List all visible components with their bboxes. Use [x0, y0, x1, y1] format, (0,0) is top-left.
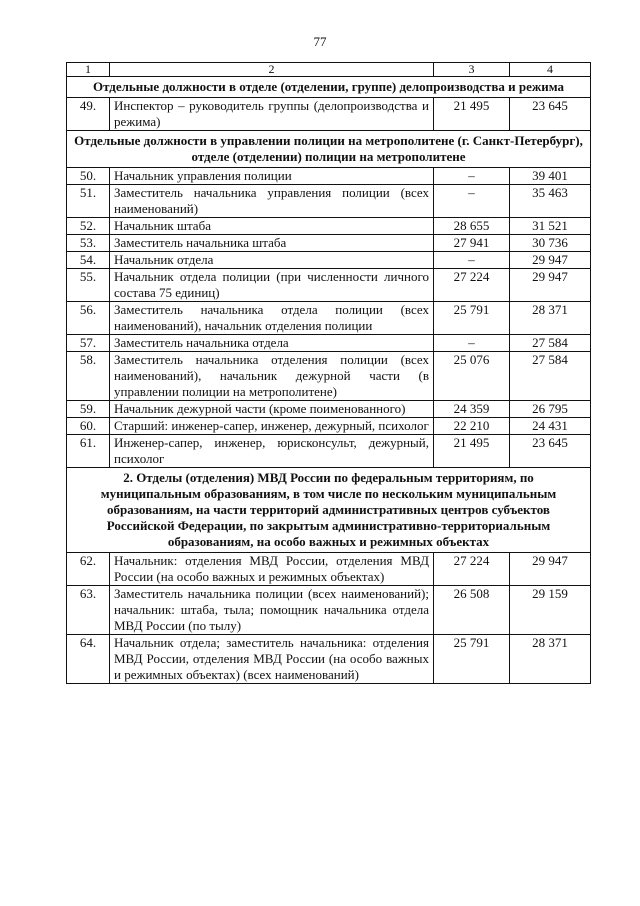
row-number: 56. [67, 302, 110, 335]
salary-col4: 29 159 [510, 586, 591, 635]
row-number: 59. [67, 401, 110, 418]
position-name: Начальник: отделения МВД России, отделения МВД России (на особо важных и режимных объектах) [110, 553, 434, 586]
section-header-row [67, 468, 591, 553]
position-name: Начальник отдела; заместитель начальника: отделения МВД России, отделения МВД России (на особо важных и режимных объектах) (всех наименований) [110, 635, 434, 684]
position-name: Инженер-сапер, инженер, юрисконсульт, дежурный, психолог [110, 435, 434, 468]
salary-col3: – [434, 335, 510, 352]
position-name: Старший: инженер-сапер, инженер, дежурный, психолог [110, 418, 434, 435]
row-number: 51. [67, 185, 110, 218]
position-name: Инспектор – руководитель группы (делопроизводства и режима) [110, 98, 434, 131]
table-row [67, 401, 591, 418]
position-name: Начальник дежурной части (кроме поименованного) [110, 401, 434, 418]
position-name: Начальник штаба [110, 218, 434, 235]
section-header-row [67, 77, 591, 98]
table-row [67, 335, 591, 352]
salary-col4: 29 947 [510, 252, 591, 269]
table-row [67, 252, 591, 269]
salary-col4: 23 645 [510, 435, 591, 468]
table-row [67, 218, 591, 235]
position-name: Заместитель начальника отделения полиции (всех наименований), начальник дежурной части (в управлении полиции на метрополитене) [110, 352, 434, 401]
section-header-row [67, 131, 591, 168]
position-name: Заместитель начальника отдела полиции (всех наименований), начальник отделения полиции [110, 302, 434, 335]
table-row [67, 435, 591, 468]
salary-col3: – [434, 185, 510, 218]
row-number: 55. [67, 269, 110, 302]
row-number: 58. [67, 352, 110, 401]
position-name: Начальник управления полиции [110, 168, 434, 185]
salary-col4: 24 431 [510, 418, 591, 435]
table-row [67, 168, 591, 185]
salary-col4: 27 584 [510, 352, 591, 401]
salary-col3: – [434, 168, 510, 185]
salary-col3: 27 941 [434, 235, 510, 252]
section-title: Отдельные должности в управлении полиции на метрополитене (г. Санкт-Петербург), отделе (отделении) полиции на метрополитене [67, 131, 591, 168]
table-row [67, 418, 591, 435]
row-number: 52. [67, 218, 110, 235]
salary-col4: 39 401 [510, 168, 591, 185]
salary-col3: 26 508 [434, 586, 510, 635]
table-row [67, 98, 591, 131]
salary-col4: 28 371 [510, 635, 591, 684]
section-title: 2. Отделы (отделения) МВД России по федеральным территориям, по муниципальным образованиям, в том числе по нескольким муниципальным образованиям, на части территорий административных центров субъектов Российской Федерации, по закрытым административно-территориальным образованиям, на особо важных и режимных объектах [67, 468, 591, 553]
salary-col4: 29 947 [510, 269, 591, 302]
salary-col4: 23 645 [510, 98, 591, 131]
salary-col3: 25 076 [434, 352, 510, 401]
row-number: 50. [67, 168, 110, 185]
table-row [67, 553, 591, 586]
position-name: Начальник отдела [110, 252, 434, 269]
salary-col4: 28 371 [510, 302, 591, 335]
column-header: 2 [110, 63, 434, 77]
position-name: Заместитель начальника полиции (всех наименований); начальник: штаба, тыла; помощник начальника отдела МВД России (по тылу) [110, 586, 434, 635]
section-title: Отдельные должности в отделе (отделении, группе) делопроизводства и режима [67, 77, 591, 98]
column-header-row [67, 63, 591, 77]
table-row [67, 302, 591, 335]
salary-col4: 29 947 [510, 553, 591, 586]
table-row [67, 235, 591, 252]
row-number: 54. [67, 252, 110, 269]
table-row [67, 586, 591, 635]
position-name: Заместитель начальника управления полиции (всех наименований) [110, 185, 434, 218]
position-name: Начальник отдела полиции (при численности личного состава 75 единиц) [110, 269, 434, 302]
column-header: 3 [434, 63, 510, 77]
row-number: 63. [67, 586, 110, 635]
column-header: 4 [510, 63, 591, 77]
salary-col3: 21 495 [434, 435, 510, 468]
position-name: Заместитель начальника штаба [110, 235, 434, 252]
row-number: 60. [67, 418, 110, 435]
salary-col4: 30 736 [510, 235, 591, 252]
row-number: 62. [67, 553, 110, 586]
position-name: Заместитель начальника отдела [110, 335, 434, 352]
salary-col3: 28 655 [434, 218, 510, 235]
salary-col3: 21 495 [434, 98, 510, 131]
table-row [67, 269, 591, 302]
salary-col3: – [434, 252, 510, 269]
salary-col3: 22 210 [434, 418, 510, 435]
salary-col3: 24 359 [434, 401, 510, 418]
salary-table [66, 62, 591, 684]
salary-col4: 31 521 [510, 218, 591, 235]
salary-col3: 27 224 [434, 553, 510, 586]
salary-col4: 35 463 [510, 185, 591, 218]
salary-col3: 25 791 [434, 635, 510, 684]
salary-col3: 27 224 [434, 269, 510, 302]
salary-col4: 27 584 [510, 335, 591, 352]
table-row [67, 185, 591, 218]
column-header: 1 [67, 63, 110, 77]
salary-col4: 26 795 [510, 401, 591, 418]
row-number: 64. [67, 635, 110, 684]
row-number: 53. [67, 235, 110, 252]
table-row [67, 352, 591, 401]
table-row [67, 635, 591, 684]
page-number: 77 [313, 34, 327, 49]
row-number: 49. [67, 98, 110, 131]
row-number: 61. [67, 435, 110, 468]
salary-col3: 25 791 [434, 302, 510, 335]
row-number: 57. [67, 335, 110, 352]
